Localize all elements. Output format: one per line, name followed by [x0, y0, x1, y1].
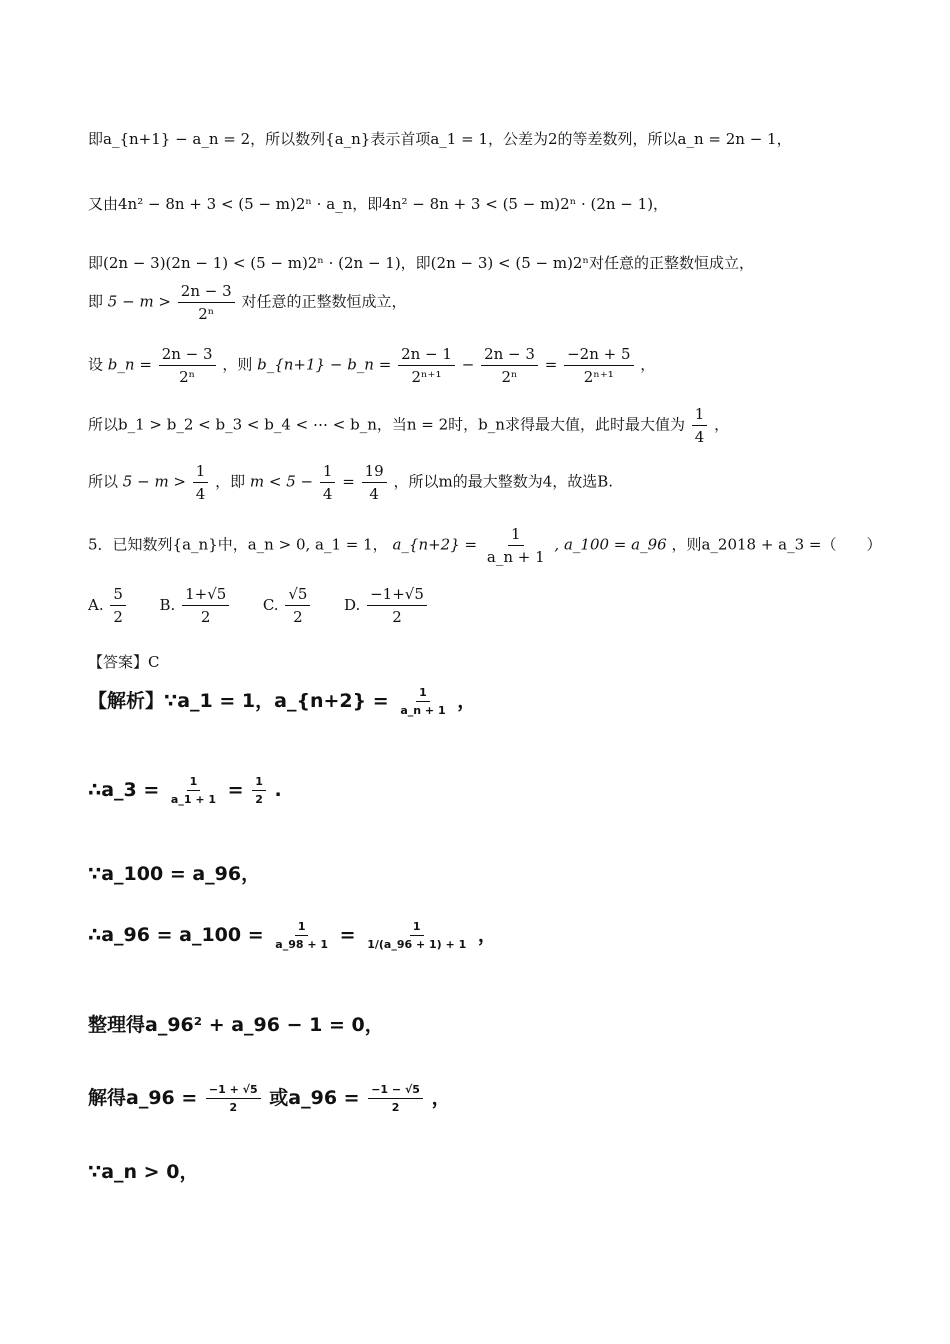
analysis-line-1: [88, 686, 476, 717]
l6-den: 4: [694, 428, 705, 446]
s2-f1-num: 1: [187, 775, 201, 791]
option-c-den: 2: [293, 608, 303, 626]
l7-fraction-3: [362, 462, 387, 503]
analysis-line-4: [88, 920, 497, 951]
option-a-value: [110, 585, 126, 626]
s4-prefix: ∴a_96 = a_100 =: [88, 924, 264, 946]
option-c-label: C.: [262, 595, 279, 614]
l7-end: ，所以m的最大整数为4，故选B.: [393, 472, 614, 491]
q5-fraction: [484, 525, 548, 566]
l7-m: m < 5 −: [249, 472, 314, 491]
solution-line-3: 即(2n − 3)(2n − 1) < (5 − m)2ⁿ · (2n − 1)，即(2n − 3) < (5 − m)2ⁿ对任意的正整数恒成立，: [88, 254, 754, 272]
analysis-line-2: [88, 775, 282, 806]
l5-f1-num: 2n − 3: [159, 345, 216, 366]
l4-denominator: 2ⁿ: [198, 305, 215, 323]
solution-line-7: [88, 462, 613, 503]
answer-line: 【答案】C: [88, 653, 160, 671]
options-row: [88, 585, 429, 626]
s4-f2-den: 1/(a_96 + 1) + 1: [367, 938, 467, 951]
s6-end: ，: [431, 1087, 451, 1109]
s4-end: ，: [477, 924, 497, 946]
s2-fraction-1: [168, 775, 219, 806]
l6-fraction: [692, 405, 708, 446]
l5-fraction-4: [564, 345, 633, 386]
l5-diff: b_{n+1} − b_n =: [257, 355, 392, 374]
solution-line-6: [88, 405, 729, 446]
l5-fraction-2: [398, 345, 455, 386]
s6-mid: 或a_96 =: [269, 1087, 360, 1109]
s4-eq: =: [339, 924, 356, 946]
l7-f2-den: 4: [322, 485, 333, 503]
s4-fraction-2: [364, 920, 469, 951]
solution-line-2: 又由4n² − 8n + 3 < (5 − m)2ⁿ · a_n，即4n² − 8n + 3 < (5 − m)2ⁿ · (2n − 1)，: [88, 195, 669, 213]
s1-fraction: [397, 686, 448, 717]
s4-f1-den: a_98 + 1: [275, 938, 329, 951]
option-a-num: 5: [110, 585, 126, 606]
s2-f2-den: 2: [255, 793, 263, 806]
option-b-label: B.: [159, 595, 176, 614]
q5-prefix: 5．已知数列{a_n}中，a_n > 0, a_1 = 1，: [88, 535, 388, 554]
l7-f3-num: 19: [362, 462, 387, 483]
s2-end: .: [274, 779, 282, 801]
l7-mid: ，即: [215, 472, 246, 491]
l5-bn: b_n =: [107, 355, 152, 374]
l4-suffix: 对任意的正整数恒成立，: [241, 292, 407, 311]
l7-fraction-1: [193, 462, 209, 503]
option-b-num: 1+√5: [182, 585, 229, 606]
s2-f1-den: a_1 + 1: [170, 793, 217, 806]
q5-num: 1: [508, 525, 524, 546]
s1-prefix: 【解析】∵a_1 = 1，a_{n+2} =: [88, 690, 389, 712]
solution-line-5: [88, 345, 655, 386]
option-b[interactable]: [159, 585, 237, 626]
q5-den: a_n + 1: [486, 548, 545, 566]
s4-f2-num: 1: [410, 920, 424, 936]
option-d-value: [367, 585, 427, 626]
s2-fraction-2: [252, 775, 266, 806]
l4-fraction: [178, 282, 235, 323]
option-a[interactable]: [88, 585, 133, 626]
option-d[interactable]: [344, 585, 429, 626]
s1-num: 1: [416, 686, 430, 702]
l5-fraction-1: [159, 345, 216, 386]
s6-fraction-1: [206, 1083, 261, 1114]
l5-mid: ，则: [222, 355, 253, 374]
s2-eq: =: [227, 779, 244, 801]
l5-minus: −: [461, 355, 475, 374]
option-b-den: 2: [200, 608, 211, 626]
question-5: [88, 525, 882, 566]
s1-end: ，: [457, 690, 477, 712]
l7-fraction-2: [320, 462, 336, 503]
s2-f2-num: 1: [252, 775, 266, 791]
s4-f1-num: 1: [295, 920, 309, 936]
q5-end: ，则a_2018 + a_3 =（ ）: [671, 535, 882, 554]
solution-line-4: [88, 282, 406, 323]
l5-prefix: 设: [88, 355, 104, 374]
q5-rel: a_{n+2} =: [392, 535, 478, 554]
option-c-num: √5: [285, 585, 310, 606]
s6-f1-num: −1 + √5: [206, 1083, 261, 1099]
l7-f1-num: 1: [193, 462, 209, 483]
option-d-num: −1+√5: [367, 585, 427, 606]
l5-f3-den: 2ⁿ: [501, 368, 518, 386]
analysis-line-6: [88, 1083, 451, 1114]
l6-text: 所以b_1 > b_2 < b_3 < b_4 < ⋯ < b_n，当n = 2时，b_n求得最大值，此时最大值为: [88, 415, 685, 434]
option-c[interactable]: [262, 585, 317, 626]
option-d-label: D.: [344, 595, 361, 614]
s6-fraction-2: [368, 1083, 423, 1114]
solution-line-1: 即a_{n+1} − a_n = 2，所以数列{a_n}表示首项a_1 = 1，公差为2的等差数列，所以a_n = 2n − 1，: [88, 130, 792, 148]
option-a-label: A.: [88, 595, 104, 614]
l5-f1-den: 2ⁿ: [179, 368, 196, 386]
l7-f3-den: 4: [369, 485, 379, 503]
s1-den: a_n + 1: [400, 704, 446, 717]
l4-prefix: 即: [88, 292, 104, 311]
option-b-value: [182, 585, 229, 626]
l4-lhs: 5 − m >: [107, 292, 172, 311]
l5-end: ，: [640, 355, 656, 374]
l7-eq: =: [342, 472, 355, 491]
s6-f2-num: −1 − √5: [368, 1083, 423, 1099]
s2-prefix: ∴a_3 =: [88, 779, 160, 801]
l5-f3-num: 2n − 3: [481, 345, 538, 366]
option-a-den: 2: [113, 608, 123, 626]
l7-prefix: 所以: [88, 472, 119, 491]
s4-fraction-1: [272, 920, 331, 951]
option-c-value: [285, 585, 310, 626]
l7-f1-den: 4: [195, 485, 206, 503]
analysis-line-3: ∵a_100 = a_96，: [88, 863, 261, 885]
l6-num: 1: [692, 405, 708, 426]
analysis-line-7: ∵a_n > 0，: [88, 1161, 199, 1183]
q5-rest: , a_100 = a_96: [554, 535, 667, 554]
l5-eq: =: [544, 355, 558, 374]
l5-f4-num: −2n + 5: [564, 345, 633, 366]
l5-fraction-3: [481, 345, 538, 386]
analysis-line-5: 整理得a_96² + a_96 − 1 = 0，: [88, 1014, 384, 1036]
l5-f4-den: 2ⁿ⁺¹: [583, 368, 614, 386]
l7-lhs: 5 − m >: [122, 472, 187, 491]
l7-f2-num: 1: [320, 462, 336, 483]
l5-f2-num: 2n − 1: [398, 345, 455, 366]
s6-prefix: 解得a_96 =: [88, 1087, 198, 1109]
l6-end: ，: [714, 415, 730, 434]
l5-f2-den: 2ⁿ⁺¹: [411, 368, 442, 386]
s6-f1-den: 2: [229, 1101, 238, 1114]
option-d-den: 2: [392, 608, 402, 626]
l4-numerator: 2n − 3: [178, 282, 235, 303]
s6-f2-den: 2: [391, 1101, 400, 1114]
